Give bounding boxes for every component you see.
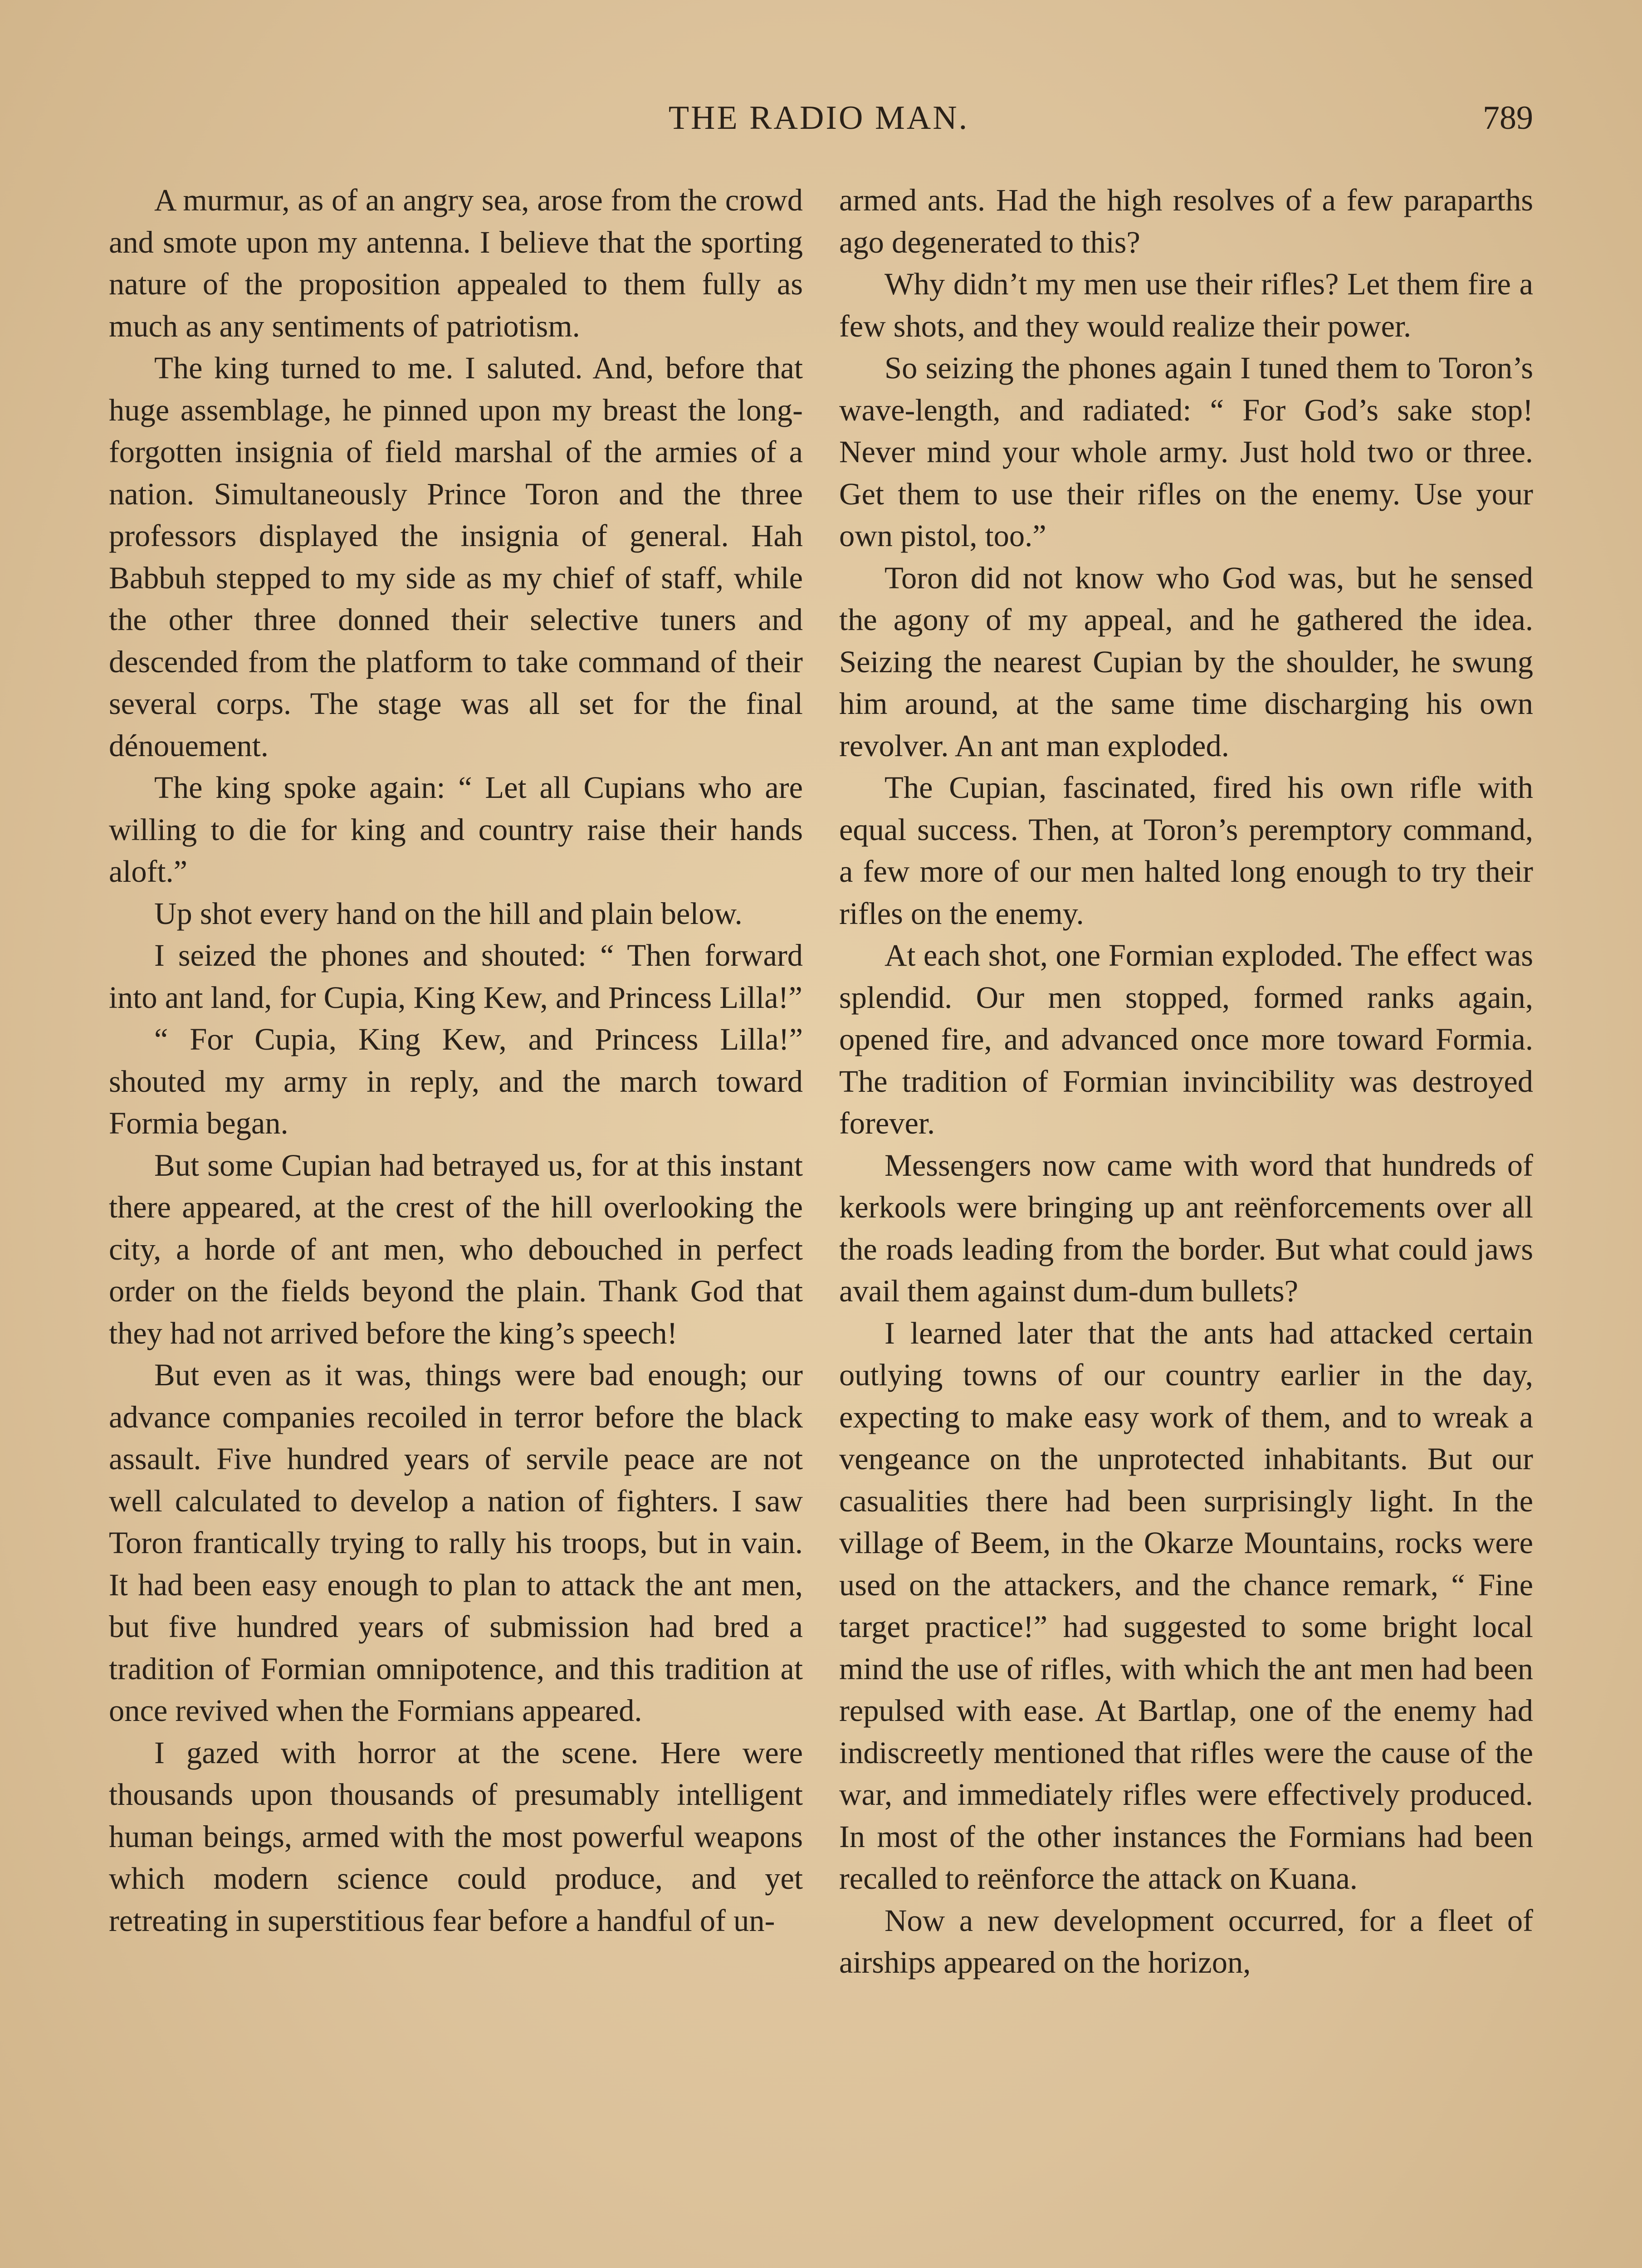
paragraph: A murmur, as of an angry sea, arose from the crowd and smote upon my antenna. I believe that the sporting nature of the proposition appealed to them fully as much as any sentiments of patriotism. xyxy=(109,183,803,343)
running-head xyxy=(104,93,1533,143)
paragraph: Messengers now came with word that hundreds of kerkools were bringing up ant reënforcements over all the roads leading from the border. But what could jaws avail them against dum-dum bullets? xyxy=(839,1148,1533,1308)
paragraph: armed ants. Had the high resolves of a few paraparths ago degenerated to this? xyxy=(839,183,1533,259)
paragraph: The king spoke again: “ Let all Cupians who are willing to die for king and country raise their hands aloft.” xyxy=(109,770,803,889)
paragraph: So seizing the phones again I tuned them to Toron’s wave-length, and radiated: “ For God’s sake stop! Never mind your whole army. Just hold two or three. Get them to use their rifles on the enemy. Use your own pistol, too.” xyxy=(839,351,1533,553)
paragraph: I learned later that the ants had attacked certain outlying towns of our country earlier in the day, expecting to make easy work of them, and to wreak a vengeance on the unprotected inhabitants. But our casualities there had been surprisingly light. In the village of Beem, in the Okarze Mountains, rocks were used on the attackers, and the chance remark, “ Fine target practice!” had suggested to some bright local mind the use of rifles, with which the ant men had been repulsed with ease. At Bartlap, one of the enemy had indiscreetly mentioned that rifles were the cause of the war, and immediately rifles were effectively produced. In most of the other instances the Formians had been recalled to reënforce the attack on Kuana. xyxy=(839,1315,1533,1896)
page-number: 789 xyxy=(1483,99,1533,137)
paragraph: “ For Cupia, King Kew, and Princess Lilla!” shouted my army in reply, and the march toward Formia began. xyxy=(109,1022,803,1140)
paragraph: Up shot every hand on the hill and plain below. xyxy=(154,896,743,931)
paragraph: But some Cupian had betrayed us, for at this instant there appeared, at the crest of the hill overlooking the city, a horde of ant men, who debouched in perfect order on the fields beyond the plain. Thank God that they had not arrived before the king’s speech! xyxy=(109,1148,803,1350)
running-title: THE RADIO MAN. xyxy=(668,99,969,137)
paragraph: Now a new development occurred, for a fleet of airships appeared on the horizon, xyxy=(839,1903,1533,1980)
paragraph: I seized the phones and shouted: “ Then forward into ant land, for Cupia, King Kew, and Princess Lilla!” xyxy=(109,938,803,1015)
paragraph: The king turned to me. I saluted. And, before that huge assemblage, he pinned upon my breast the long-forgotten insignia of field marshal of the armies of a nation. Simultaneously Prince Toron and the three professors displayed the insignia of general. Hah Babbuh stepped to my side as my chief of staff, while the other three donned their selective tuners and descended from the platform to take command of their several corps. The stage was all set for the final dénouement. xyxy=(109,351,803,763)
right-column xyxy=(839,179,1533,1984)
paragraph: Toron did not know who God was, but he sensed the agony of my appeal, and he gathered the idea. Seizing the nearest Cupian by the shoulder, he swung him around, at the same time discharging his own revolver. An ant man exploded. xyxy=(839,560,1533,763)
paragraph: The Cupian, fascinated, fired his own rifle with equal success. Then, at Toron’s peremptory command, a few more of our men halted long enough to try their rifles on the enemy. xyxy=(839,770,1533,931)
paragraph: Why didn’t my men use their rifles? Let them fire a few shots, and they would realize their power. xyxy=(839,267,1533,343)
paragraph: But even as it was, things were bad enough; our advance companies recoiled in terror before the black assault. Five hundred years of servile peace are not well calculated to develop a nation of fighters. I saw Toron frantically trying to rally his troops, but in vain. It had been easy enough to plan to attack the ant men, but five hundred years of submission had bred a tradition of Formian omnipotence, and this tradition at once revived when the Formians appeared. xyxy=(109,1358,803,1728)
paragraph: At each shot, one Formian exploded. The effect was splendid. Our men stopped, formed ranks again, opened fire, and advanced once more toward Formia. The tradition of Formian invincibility was destroyed forever. xyxy=(839,938,1533,1140)
left-column xyxy=(109,179,803,1941)
paragraph: I gazed with horror at the scene. Here were thousands upon thousands of presumably intelligent human beings, armed with the most powerful weapons which modern science could produce, and yet retreating in superstitious fear before a handful of un- xyxy=(109,1735,803,1938)
